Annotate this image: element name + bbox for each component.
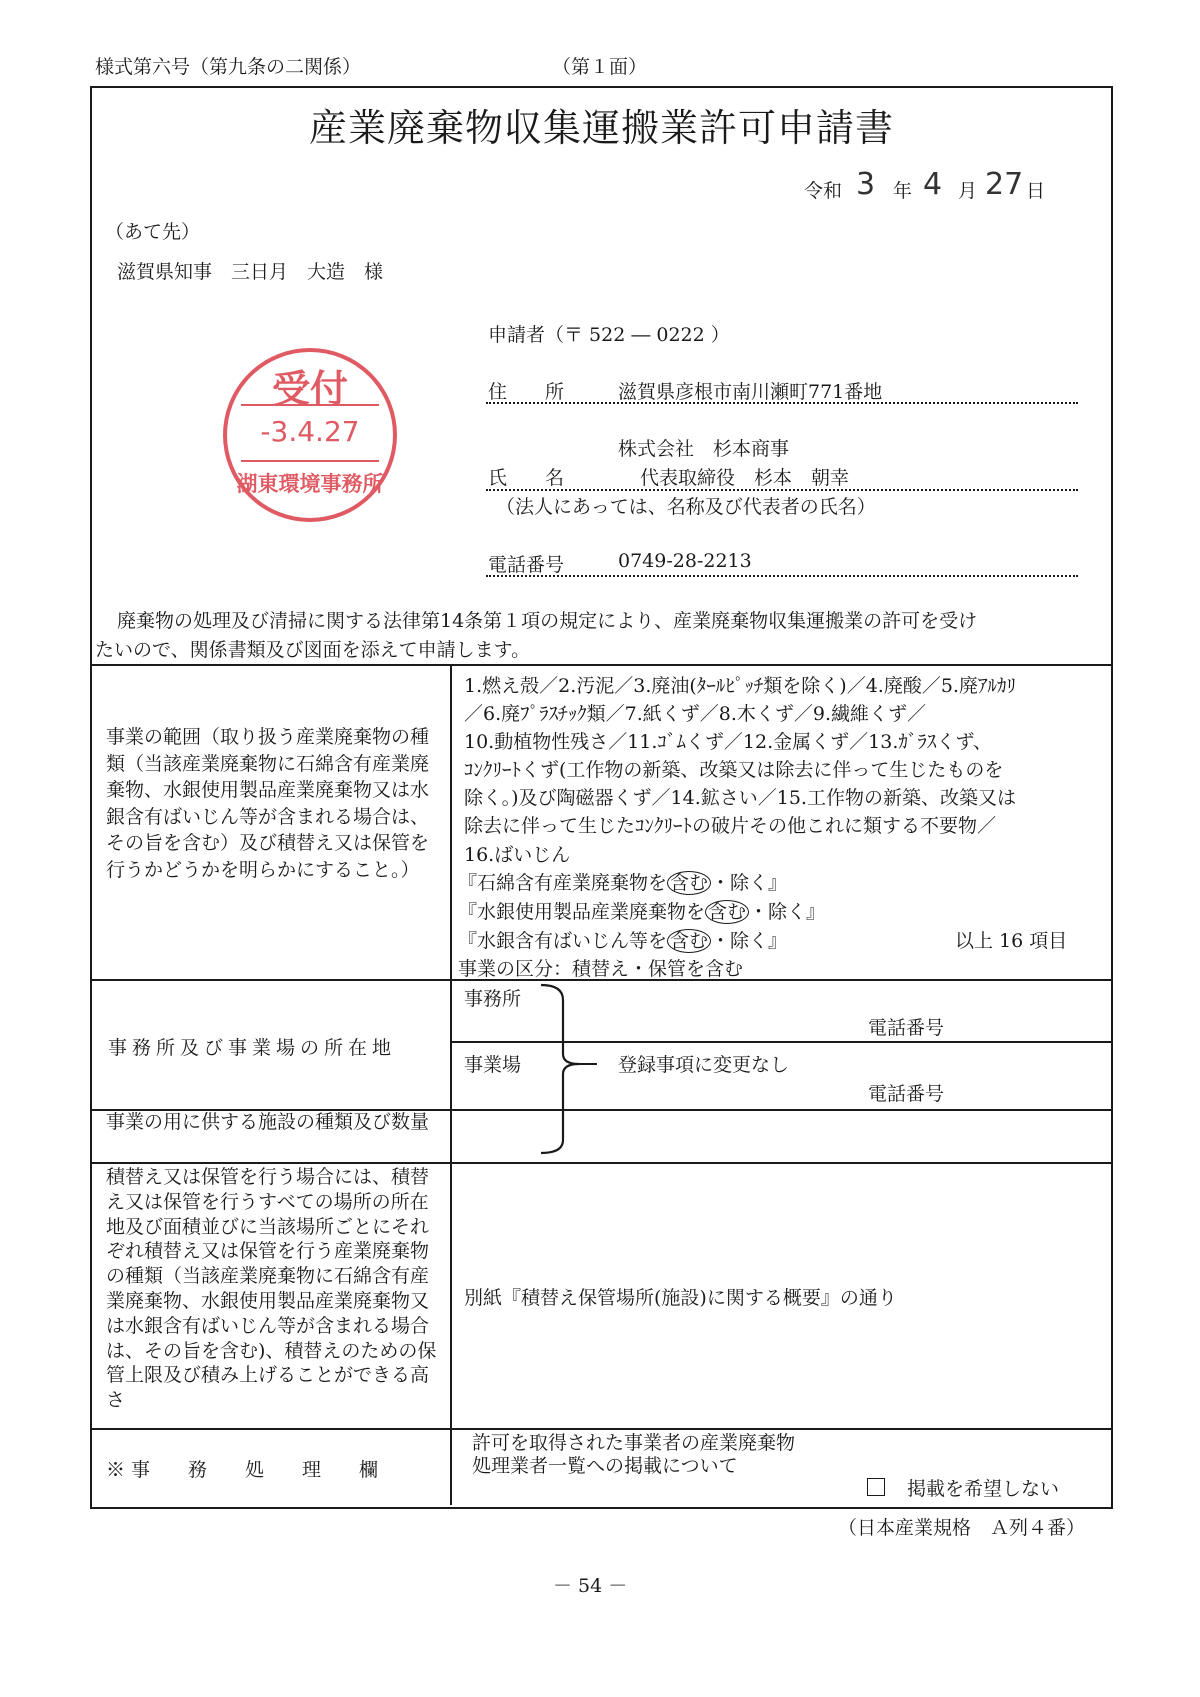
applicant-label: 申請者（〒 522 ― 0222 ） [488, 324, 730, 346]
date-month-unit: 月 [958, 180, 978, 202]
mercury-product-line [458, 897, 825, 924]
page-side: （第１面） [552, 56, 648, 78]
date-day-unit: 日 [1026, 180, 1046, 202]
stamp-title: 受付 [271, 366, 348, 411]
intro-line-2: たいので、関係書類及び図面を添えて申請します。 [95, 639, 531, 661]
addressee-label: （あて先） [105, 221, 201, 243]
page-number: － 54 － [553, 1575, 628, 1597]
document-title: 産業廃棄物収集運搬業許可申請書 [308, 106, 894, 150]
mercury-dust-suffix: ・除く』 [711, 930, 788, 952]
mercury-product-suffix: ・除く』 [749, 901, 826, 923]
table-column-divider [450, 664, 452, 1505]
applicant-representative: 代表取締役 杉本 朝幸 [640, 467, 850, 489]
date-year: 3 [856, 167, 876, 202]
office-label: 事務所 [464, 988, 522, 1010]
mercury-dust-include-circled: 含む [667, 929, 711, 953]
no-listing-label: 掲載を希望しない [907, 1478, 1060, 1500]
scope-label: 事業の範囲（取り扱う産業廃棄物の種類（当該産業廃棄物に石綿含有産業廃棄物、水銀使用製品産業廃棄物又は水銀含有ばいじん等が含まれる場合は、その旨を含む）及び積替え又は保管を行うかどうかを明らかにすること。） [106, 726, 430, 881]
no-listing-checkbox[interactable] [867, 1478, 885, 1496]
storage-value: 別紙『積替え保管場所(施設)に関する概要』の通り [464, 1287, 897, 1309]
addressee-name: 滋賀県知事 三日月 大造 様 [117, 261, 384, 283]
address-underline [486, 402, 1078, 404]
mercury-dust-prefix: 『水銀含有ばいじん等を [458, 930, 668, 952]
table-top-border [92, 664, 1111, 666]
business-type: 事業の区分：積替え・保管を含む [458, 958, 744, 980]
scope-line-7: 16.ばいじん [464, 844, 571, 866]
scope-line-1: 1.燃え殻／2.汚泥／3.廃油(ﾀｰﾙﾋﾟｯﾁ類を除く)／4.廃酸／5.廃ｱﾙｶﾘ [464, 675, 1016, 697]
scope-line-5: 除く。)及び陶磁器くず／14.鉱さい／15.工作物の新築、改築又は [464, 787, 1016, 809]
reception-stamp [223, 348, 397, 522]
listing-note-line-2: 処理業者一覧への掲載について [472, 1455, 738, 1477]
mercury-dust-line [458, 926, 787, 953]
paper-size-note: （日本産業規格 Ａ列４番） [838, 1517, 1086, 1539]
scope-line-6: 除去に伴って生じたｺﾝｸﾘｰﾄの破片その他これに類する不要物／ [464, 815, 997, 837]
stamp-office: 湖東環境事務所 [236, 471, 384, 496]
mercury-product-include-circled: 含む [705, 900, 749, 924]
scope-line-4: ｺﾝｸﾘｰﾄくず(工作物の新築、改築又は除去に伴って生じたものを [464, 759, 1004, 781]
listing-note-line-1: 許可を取得された事業者の産業廃棄物 [472, 1432, 796, 1454]
phone-label: 電話番号 [488, 554, 565, 576]
row-divider-facility [92, 1162, 1111, 1164]
stamp-date: -3.4.27 [260, 415, 360, 448]
applicant-phone: 0749-28-2213 [618, 550, 752, 572]
date-year-unit: 年 [893, 180, 913, 202]
applicant-address: 滋賀県彦根市南川瀬町771番地 [618, 381, 883, 403]
storage-label: 積替え又は保管を行う場合には、積替え又は保管を行うすべての場所の所在地及び面積並びに当該場所ごとにそれぞれ積替え又は保管を行う産業廃棄物の種類（当該産業廃棄物に石綿含有産業廃棄物、水銀使用製品産業廃棄物又は水銀含有ばいじん等が含まれる場合は、その旨を含む)、積替えのための保管上限及び積み上げることができる高さ [106, 1166, 437, 1412]
asbestos-prefix: 『石綿含有産業廃棄物を [458, 872, 668, 894]
name-underline [486, 489, 1078, 491]
office-phone-label: 電話番号 [868, 1017, 945, 1039]
site-phone-label: 電話番号 [868, 1083, 945, 1105]
name-note: （法人にあっては、名称及び代表者の氏名） [496, 496, 876, 518]
site-label: 事業場 [464, 1054, 522, 1076]
intro-line-1: 廃棄物の処理及び清掃に関する法律第14条第１項の規定により、産業廃棄物収集運搬業の許可を受け [117, 610, 978, 632]
scope-total: 以上 16 項目 [955, 930, 1068, 952]
asbestos-include-circled: 含む [667, 871, 711, 895]
office-use-label: ※ 事 務 処 理 欄 [106, 1459, 379, 1481]
applicant-company: 株式会社 杉本商事 [618, 438, 790, 460]
name-label: 氏 名 [488, 467, 565, 489]
mercury-product-prefix: 『水銀使用製品産業廃棄物を [458, 901, 706, 923]
location-label: 事務所及び事業場の所在地 [108, 1037, 397, 1059]
form-number: 様式第六号（第九条の二関係） [95, 56, 362, 78]
no-change-note: 登録事項に変更なし [618, 1054, 790, 1076]
grouping-brace [535, 982, 605, 1157]
date-era: 令和 [804, 180, 843, 202]
scope-line-3: 10.動植物性残さ／11.ｺﾞﾑくず／12.金属くず／13.ｶﾞﾗｽくず、 [464, 731, 992, 753]
date-month: 4 [923, 167, 943, 202]
asbestos-line [458, 868, 787, 895]
facility-label: 事業の用に供する施設の種類及び数量 [106, 1111, 430, 1133]
scope-line-2: ／6.廃ﾌﾟﾗｽﾁｯｸ類／7.紙くず／8.木くず／9.繊維くず／ [464, 703, 927, 725]
date-day: 27 [985, 167, 1024, 202]
address-label: 住 所 [488, 381, 565, 403]
phone-underline [486, 575, 1078, 577]
asbestos-suffix: ・除く』 [711, 872, 788, 894]
